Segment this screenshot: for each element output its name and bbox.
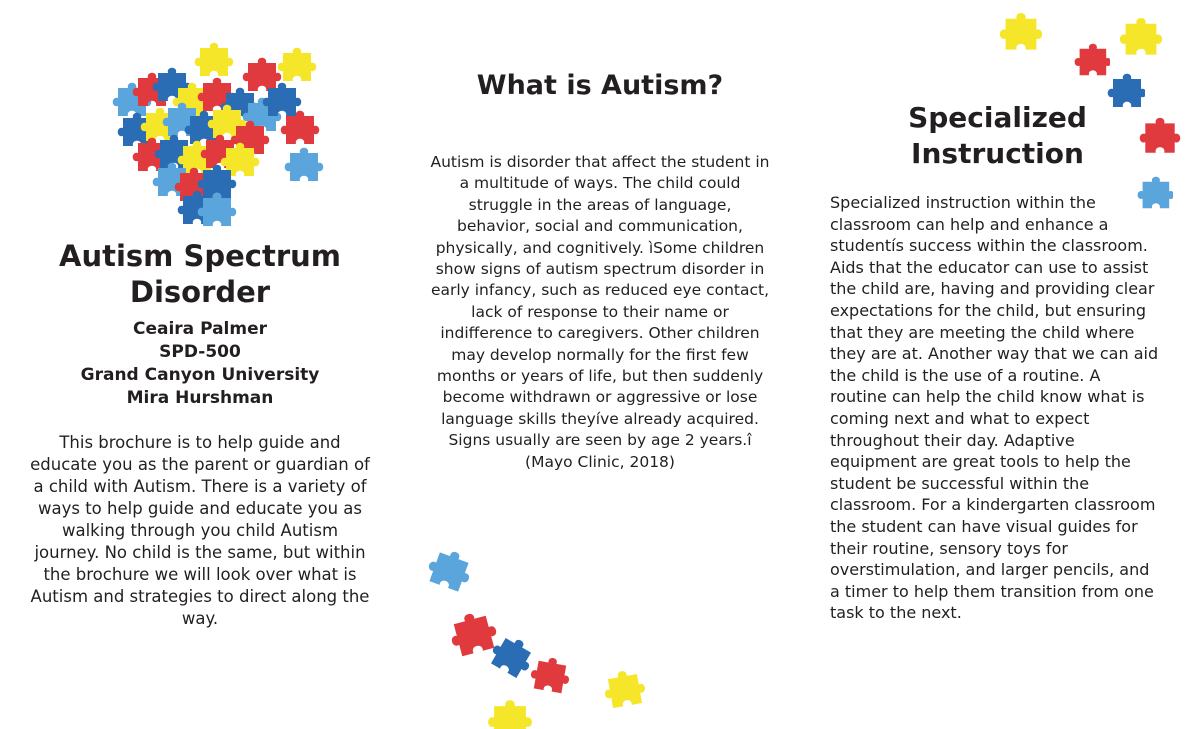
- brochure-title: Autism Spectrum Disorder: [59, 239, 341, 309]
- puzzle-piece-icon: [1135, 168, 1173, 222]
- specialized-instruction-body: Specialized instruction within the classroom can help and enhance a studentís success within the classroom. Aids that the educator can use to assist the child are, having and providing clear expectations for the child, but ensuring that they are meeting the child where they are at. Another way that we can aid the child is the use of a routine. A routine can help the child know what is coming next and what to expect throughout their day. Adaptive equipment are great tools to help the student be successful within the classroom. For a kindergarten classroom the student can have visual guides for their routine, sensory toys for overstimulation, and larger pencils, and a timer to help them transition from one task to the next.: [830, 193, 1159, 623]
- left-panel: [0, 0, 400, 729]
- specialized-instruction-heading: Specialized Instruction: [908, 101, 1087, 170]
- puzzle-piece-icon: [1135, 115, 1185, 157]
- course-code: SPD-500: [159, 342, 241, 362]
- what-is-autism-body: Autism is disorder that affect the student in a multitude of ways. The child could struggle in the areas of language, behavior, social and communication, physically, and cognitively. ìSome children show signs of autism spectrum disorder in early infancy, such as reduced eye contact, lack of response to their name or indifference to caregivers. Other children may develop normally for the first few months or years of life, but then suddenly become withdrawn or aggressive or lose language skills theyíve already acquired. Signs usually are seen by age 2 years.î (Mayo Clinic, 2018): [430, 153, 770, 471]
- author-name: Ceaira Palmer: [132, 319, 267, 339]
- instructor-name: Mira Hurshman: [126, 388, 274, 408]
- puzzle-piece-icon: [995, 10, 1047, 54]
- puzzle-piece-icon: [600, 668, 650, 710]
- puzzle-piece-icon: [1105, 68, 1145, 118]
- intro-paragraph: This brochure is to help guide and educate you as the parent or guardian of a child with Autism. There is a variety of ways to help guide and educate you as walking through you child Autism journey. No child is the same, but within the brochure we will look over what is Autism and strategies to direct along the way.: [30, 433, 370, 628]
- middle-panel: [400, 0, 800, 729]
- right-panel: [800, 0, 1200, 729]
- puzzle-piece-icon: [425, 548, 473, 596]
- puzzle-piece-icon: [485, 697, 535, 729]
- university-name: Grand Canyon University: [80, 365, 320, 385]
- what-is-autism-heading: What is Autism?: [476, 70, 724, 101]
- puzzle-heart-graphic: [100, 40, 330, 230]
- author-info: [0, 318, 400, 410]
- puzzle-piece-icon: [528, 655, 572, 699]
- puzzle-piece-icon: [1115, 15, 1167, 59]
